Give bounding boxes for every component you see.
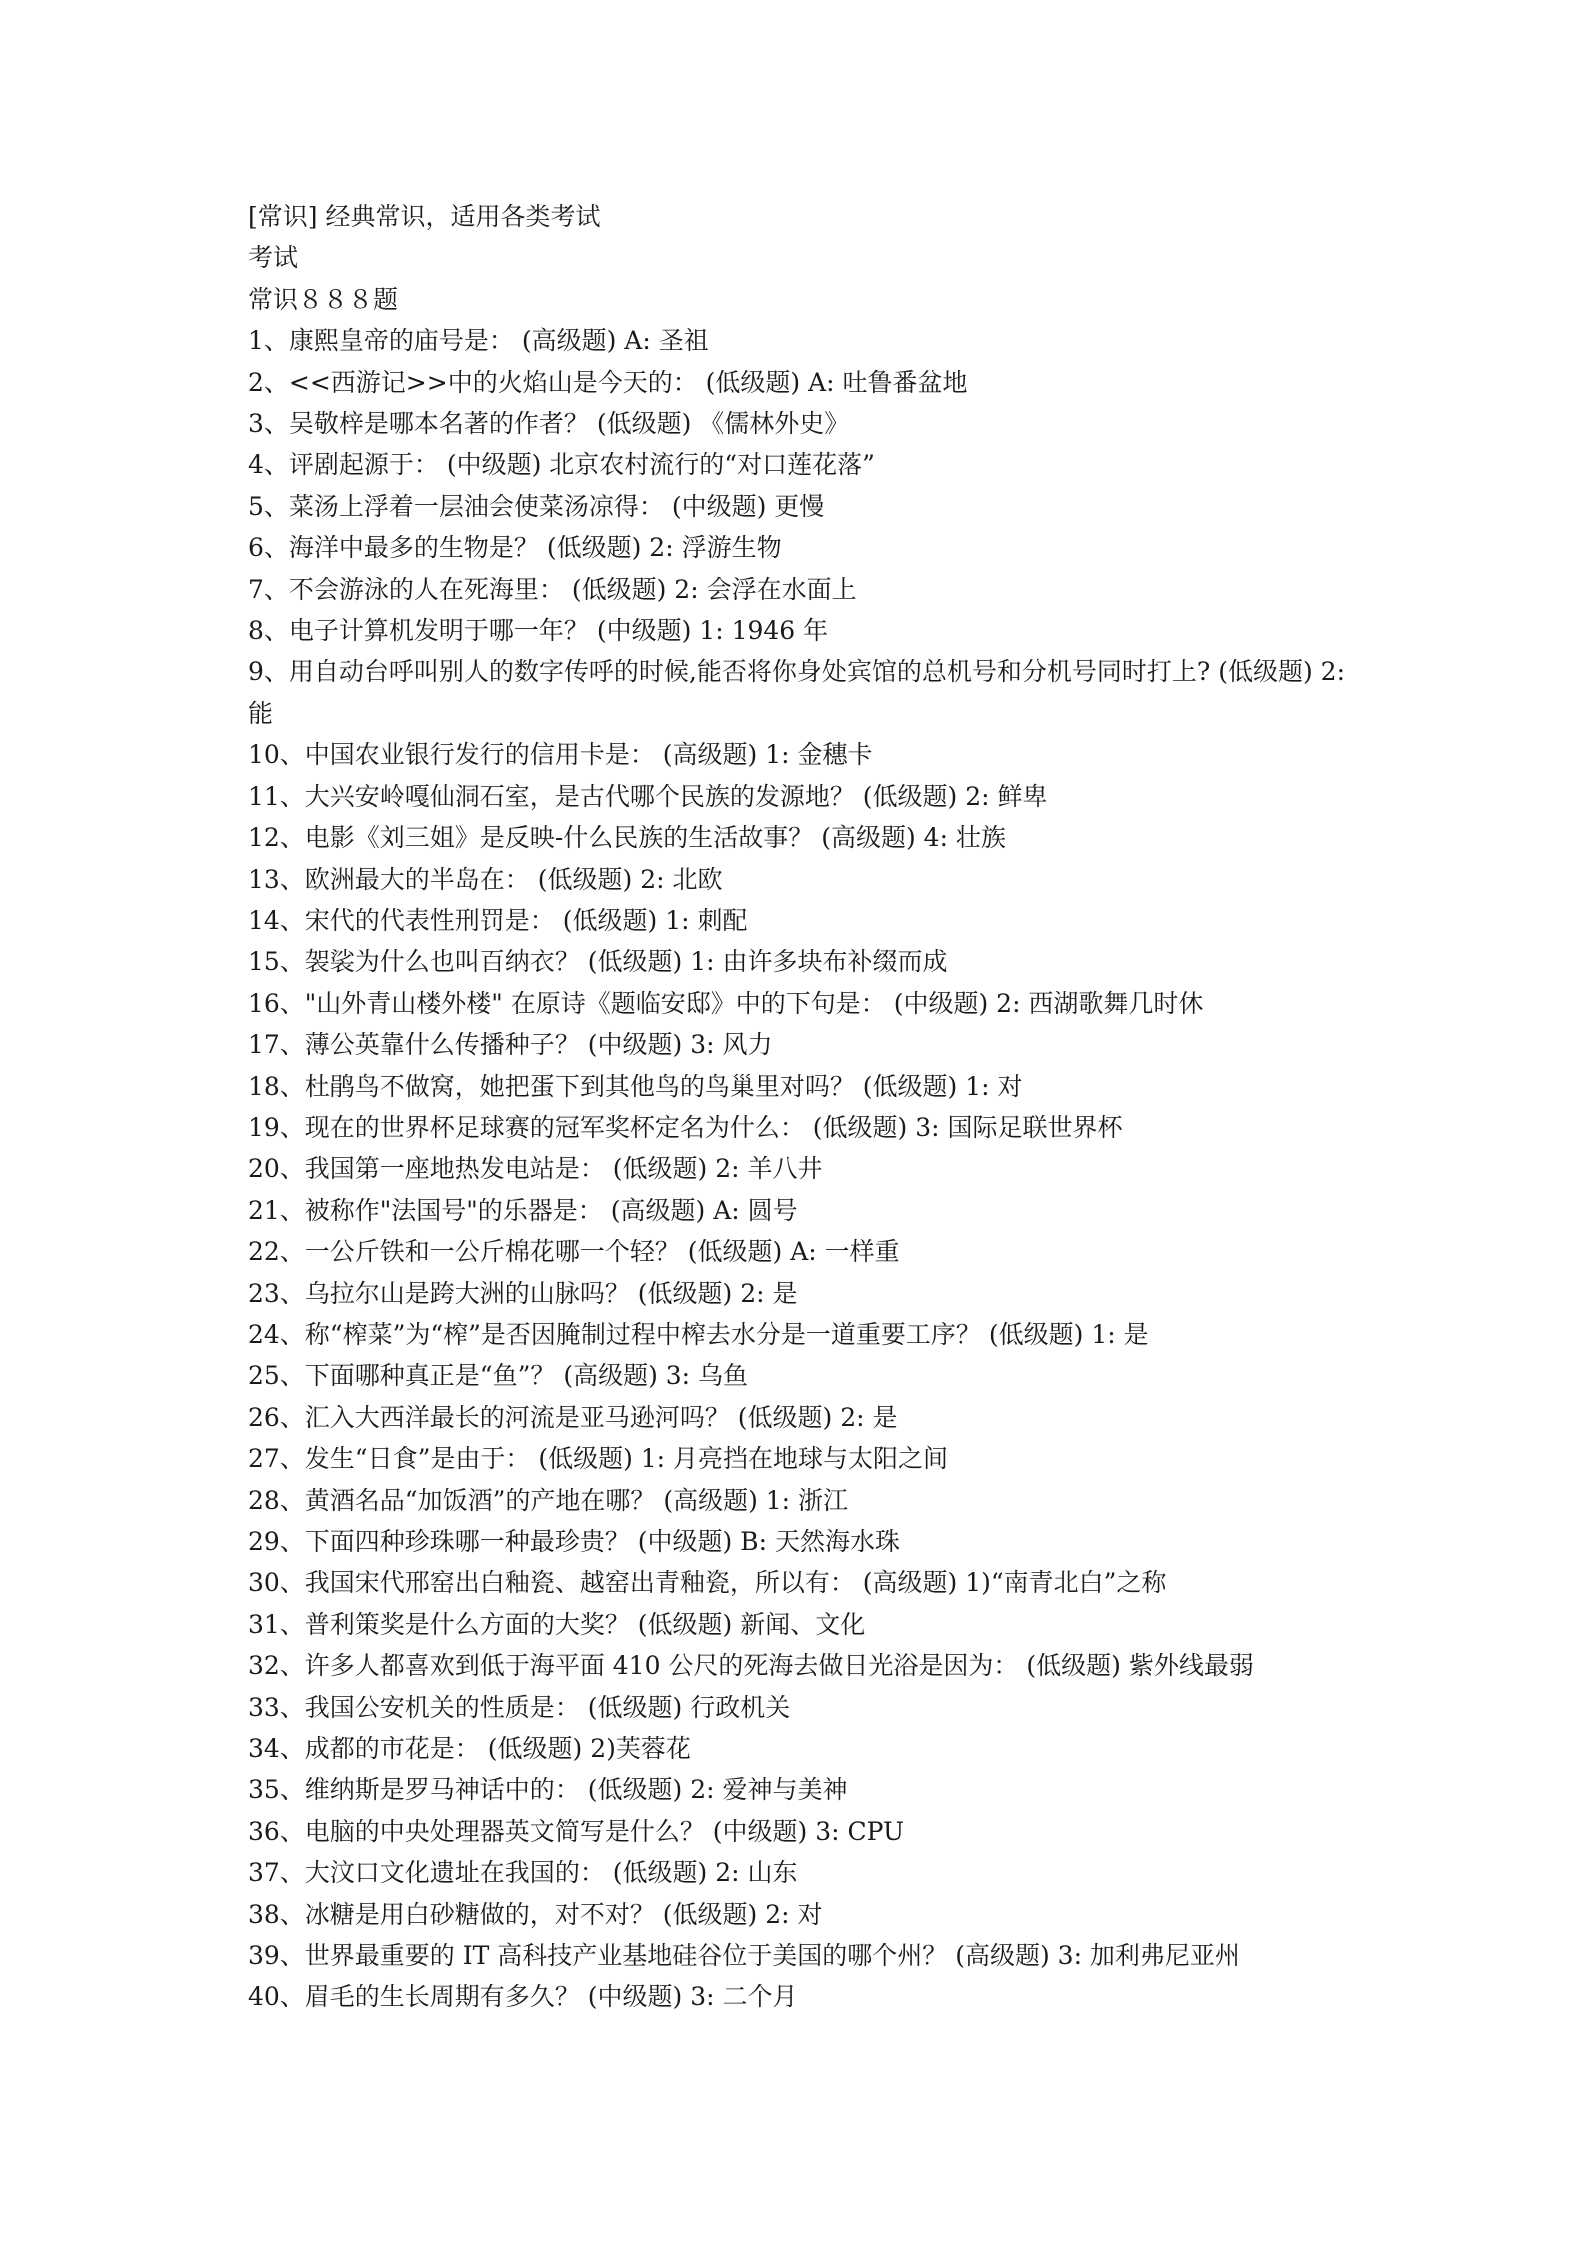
- question-item: 11、大兴安岭嘎仙洞石室，是古代哪个民族的发源地？ (低级题) 2: 鲜卑: [248, 781, 1048, 811]
- question-item: 30、我国宋代邢窑出白釉瓷、越窑出青釉瓷，所以有： (高级题) 1)“南青北白”之称: [248, 1568, 1167, 1598]
- question-item: 35、维纳斯是罗马神话中的： (低级题) 2: 爱神与美神: [248, 1775, 848, 1805]
- question-item: 20、我国第一座地热发电站是： (低级题) 2: 羊八井: [248, 1154, 823, 1184]
- question-item: 18、杜鹃鸟不做窝，她把蛋下到其他鸟的鸟巢里对吗？ (低级题) 1: 对: [248, 1071, 1023, 1101]
- question-item: 10、中国农业银行发行的信用卡是： (高级题) 1: 金穗卡: [248, 740, 873, 770]
- question-item: 6、海洋中最多的生物是？ (低级题) 2: 浮游生物: [248, 533, 782, 563]
- question-item: 37、大汶口文化遗址在我国的： (低级题) 2: 山东: [248, 1858, 798, 1888]
- question-item: 4、评剧起源于： (中级题) 北京农村流行的“对口莲花落”: [248, 450, 875, 480]
- question-item: 5、菜汤上浮着一层油会使菜汤凉得： (中级题) 更慢: [248, 491, 825, 521]
- question-item: 36、电脑的中央处理器英文简写是什么？ (中级题) 3: CPU: [248, 1816, 905, 1846]
- question-item: 39、世界最重要的 IT 高科技产业基地硅谷位于美国的哪个州？ (高级题) 3: 加利弗尼亚州: [248, 1941, 1240, 1971]
- document-body: [248, 196, 1368, 2018]
- question-item: 3、吴敬梓是哪本名著的作者？ (低级题) 《儒林外史》: [248, 409, 850, 439]
- question-item: 12、电影《刘三姐》是反映-什么民族的生活故事？ (高级题) 4: 壮族: [248, 823, 1006, 853]
- question-item: 24、称“榨菜”为“榨”是否因腌制过程中榨去水分是一道重要工序？ (低级题) 1: 是: [248, 1319, 1149, 1349]
- question-item: 17、薄公英靠什么传播种子？ (中级题) 3: 风力: [248, 1030, 773, 1060]
- question-item: 28、黄酒名品“加饭酒”的产地在哪？ (高级题) 1: 浙江: [248, 1485, 849, 1515]
- question-item: 9、用自动台呼叫别人的数字传呼的时候,能否将你身处宾馆的总机号和分机号同时打上? (低级题) 2: 能: [248, 657, 1345, 728]
- question-item: 1、康熙皇帝的庙号是： (高级题) A: 圣祖: [248, 326, 709, 356]
- document-title: [常识] 经典常识，适用各类考试: [248, 202, 601, 231]
- question-item: 33、我国公安机关的性质是： (低级题) 行政机关: [248, 1692, 791, 1722]
- question-item: 32、许多人都喜欢到低于海平面 410 公尺的死海去做日光浴是因为： (低级题) 紫外线最弱: [248, 1651, 1254, 1681]
- question-item: 7、不会游泳的人在死海里： (低级题) 2: 会浮在水面上: [248, 574, 857, 604]
- question-item: 8、电子计算机发明于哪一年？ (中级题) 1: 1946 年: [248, 616, 829, 646]
- question-item: 27、发生“日食”是由于： (低级题) 1: 月亮挡在地球与太阳之间: [248, 1444, 949, 1474]
- question-item: 15、袈裟为什么也叫百纳衣？ (低级题) 1: 由许多块布补缀而成: [248, 947, 948, 977]
- document-subtitle: 考试: [248, 243, 299, 273]
- question-item: 25、下面哪种真正是“鱼”？ (高级题) 3: 乌鱼: [248, 1361, 749, 1391]
- question-count: 常识８８８题: [248, 284, 399, 314]
- question-item: 14、宋代的代表性刑罚是： (低级题) 1: 刺配: [248, 905, 748, 935]
- question-item: 22、一公斤铁和一公斤棉花哪一个轻？ (低级题) A: 一样重: [248, 1237, 900, 1267]
- question-item: 31、普利策奖是什么方面的大奖？ (低级题) 新闻、文化: [248, 1609, 866, 1639]
- question-item: 26、汇入大西洋最长的河流是亚马逊河吗？ (低级题) 2: 是: [248, 1402, 898, 1432]
- question-item: 16、"山外青山楼外楼" 在原诗《题临安邸》中的下句是： (中级题) 2: 西湖歌舞几时休: [248, 988, 1204, 1018]
- question-item: 23、乌拉尔山是跨大洲的山脉吗？ (低级题) 2: 是: [248, 1278, 798, 1308]
- question-item: 13、欧洲最大的半岛在： (低级题) 2: 北欧: [248, 864, 723, 894]
- question-item: 2、<<西游记>>中的火焰山是今天的： (低级题) A: 吐鲁番盆地: [248, 367, 968, 397]
- question-item: 29、下面四种珍珠哪一种最珍贵？ (中级题) B: 天然海水珠: [248, 1527, 900, 1556]
- question-item: 21、被称作"法国号"的乐器是： (高级题) A: 圆号: [248, 1195, 798, 1225]
- question-item: 34、成都的市花是： (低级题) 2)芙蓉花: [248, 1734, 691, 1764]
- question-item: 40、眉毛的生长周期有多久？ (中级题) 3: 二个月: [248, 1982, 798, 2012]
- question-item: 19、现在的世界杯足球赛的冠军奖杯定名为什么： (低级题) 3: 国际足联世界杯: [248, 1112, 1123, 1142]
- question-item: 38、冰糖是用白砂糖做的，对不对？ (低级题) 2: 对: [248, 1899, 823, 1929]
